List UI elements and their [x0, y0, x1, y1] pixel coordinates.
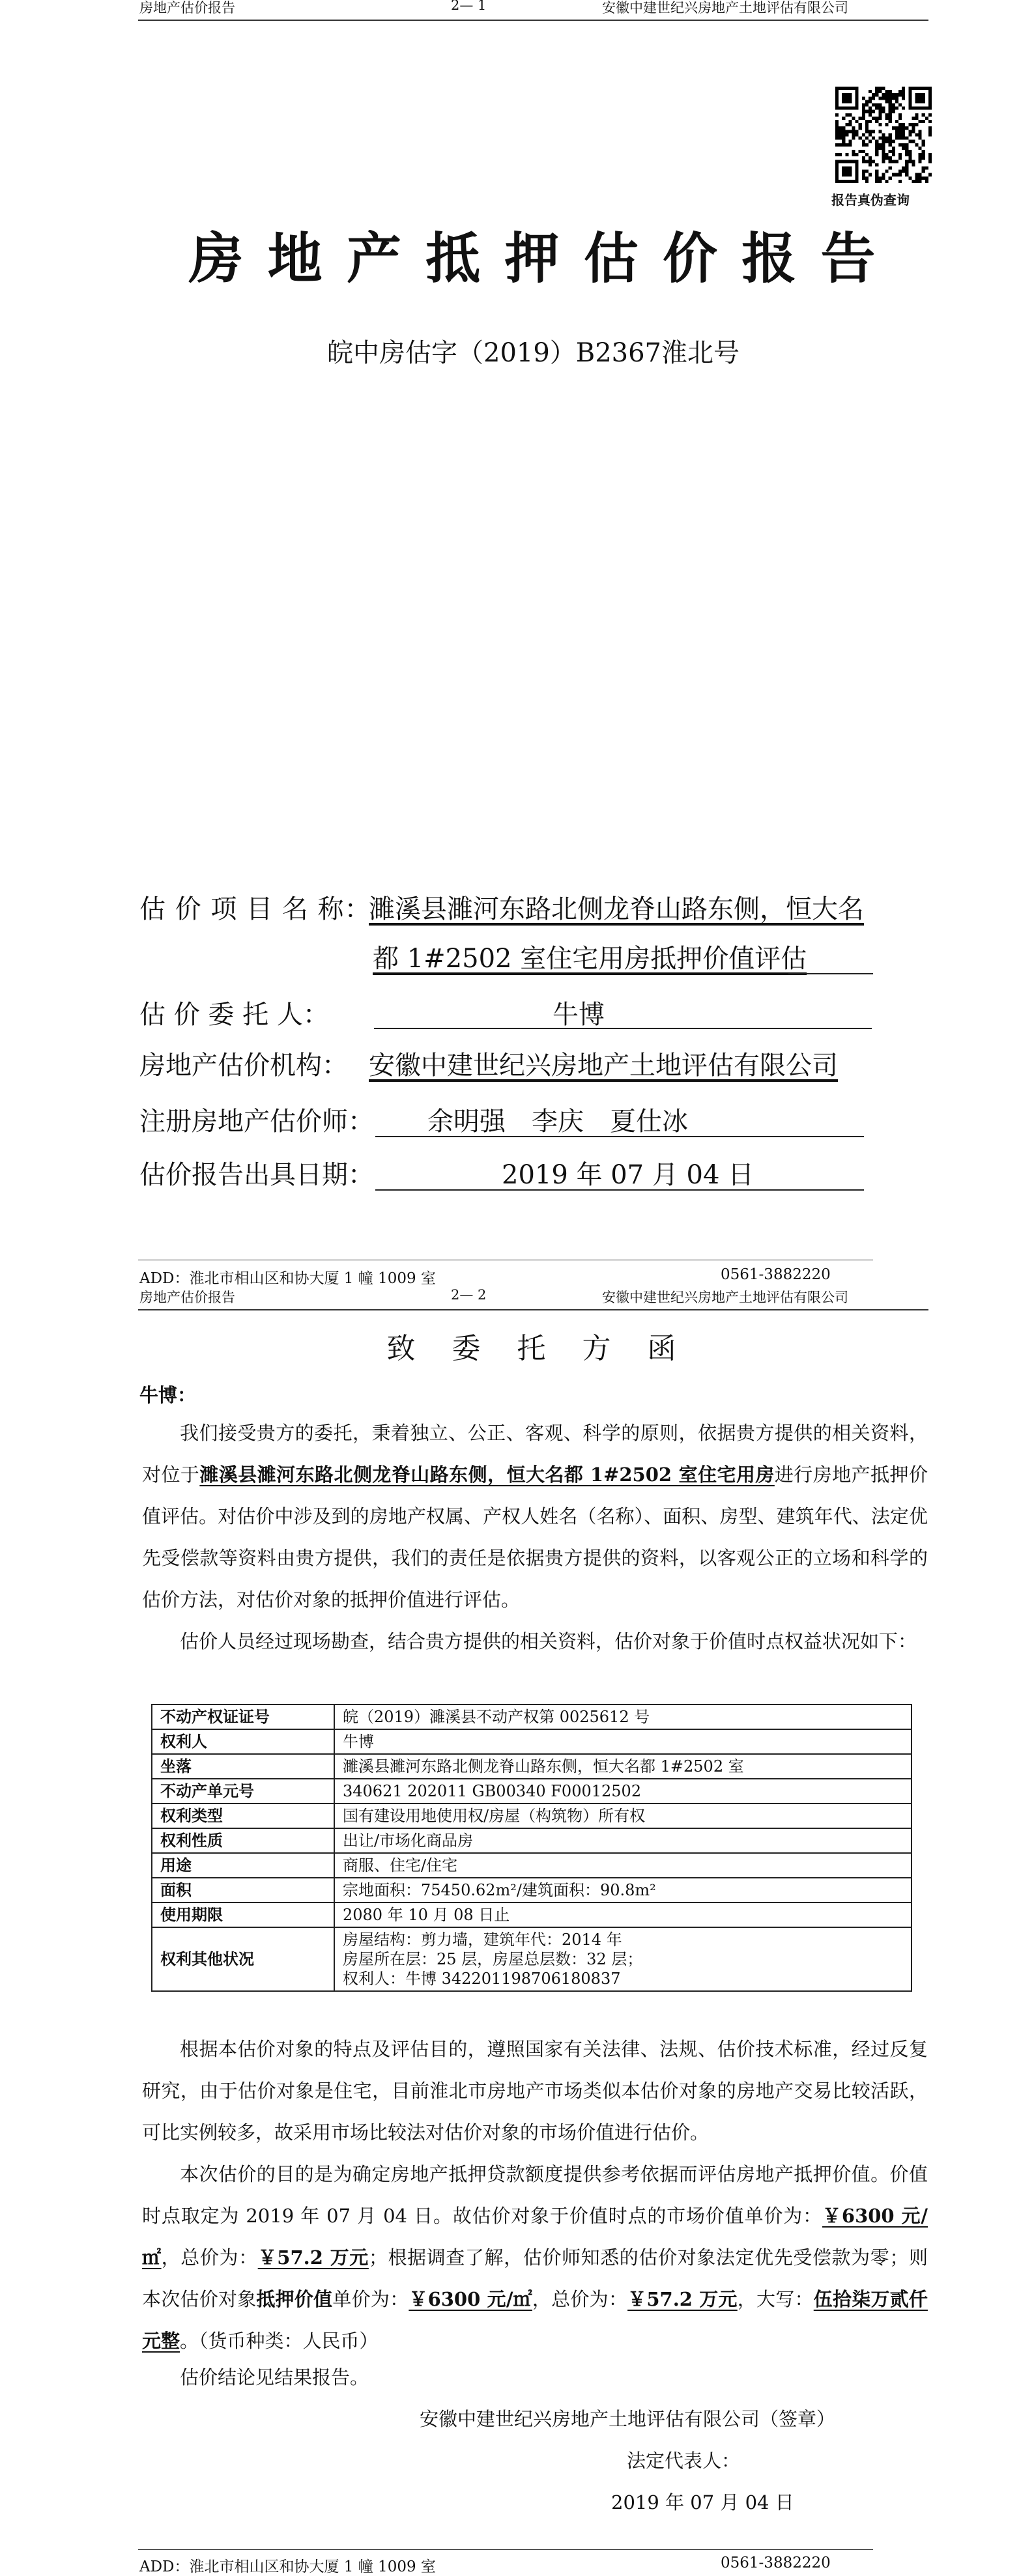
field-value: 牛博	[553, 1000, 605, 1030]
table-value: 2080 年 10 月 08 日止	[334, 1903, 912, 1927]
footer-address: ADD：淮北市相山区和协大厦 1 幢 1009 室	[139, 1270, 436, 1287]
header-rule	[138, 1309, 928, 1310]
market-total-price: ￥57.2 万元	[257, 2246, 369, 2269]
conclusion-text-b: ，总价为：	[161, 2246, 258, 2269]
letter-title: 致 委 托 方 函	[386, 1332, 680, 1365]
table-key: 用途	[152, 1853, 334, 1878]
table-key: 权利性质	[152, 1828, 334, 1853]
table-value-line: 房屋所在层：25 层，房屋总层数：32 层；	[343, 1950, 643, 1968]
footer-rule	[138, 2549, 873, 2550]
table-key: 面积	[152, 1878, 334, 1903]
table-value: 皖（2019）濉溪县不动产权第 0025612 号	[334, 1705, 912, 1729]
report-title: 房 地 产 抵 押 估 价 报 告	[188, 226, 878, 290]
market-unit-price: ￥6300 元/㎡	[142, 2205, 928, 2269]
table-row	[152, 1878, 912, 1903]
header-page-number: 2— 2	[451, 1287, 487, 1303]
field-value: 安徽中建世纪兴房地产土地评估有限公司	[369, 1051, 838, 1081]
field-label: 注册房地产估价师：	[139, 1107, 374, 1137]
conclusion-text-g: 。（货币种类：人民币）	[180, 2330, 379, 2352]
table-value-line: 权利人：牛博 342201198706180837	[343, 1970, 621, 1988]
property-info-table	[151, 1704, 912, 1992]
conclusion-text-e: ，总价为：	[532, 2288, 628, 2310]
header-rule	[138, 20, 928, 21]
field-value: 2019 年 07 月 04 日	[502, 1160, 754, 1190]
signature-date: 2019 年 07 月 04 日	[611, 2491, 794, 2513]
underline-fill	[788, 973, 873, 974]
footer-phone: 0561-3882220	[721, 2555, 831, 2571]
table-value: 濉溪县濉河东路北侧龙脊山路东侧，恒大名都 1#2502 室	[334, 1754, 912, 1779]
paragraph-conclusion	[142, 2153, 928, 2362]
table-row	[152, 1705, 912, 1729]
field-label: 估价报告出具日期：	[139, 1160, 374, 1190]
footer-phone: 0561-3882220	[721, 1266, 831, 1283]
property-address: 濉溪县濉河东路北侧龙脊山路东侧，恒大名都 1#2502 室住宅用房	[199, 1464, 775, 1486]
mortgage-value-label: 抵押价值	[256, 2288, 333, 2310]
table-key: 使用期限	[152, 1903, 334, 1927]
paragraph-survey: 估价人员经过现场勘查，结合贵方提供的相关资料，估价对象于价值时点权益状况如下：	[180, 1630, 917, 1652]
salutation: 牛博：	[139, 1384, 197, 1406]
conclusion-text-f: ，大写：	[737, 2288, 814, 2310]
table-row	[152, 1903, 912, 1927]
signature-company: 安徽中建世纪兴房地产土地评估有限公司（签章）	[420, 2408, 836, 2430]
intro-text-a: 我们接受贵方的委托，秉着独立、公正、客观、科学的原则，依据贵方提供的相关资料，对位于	[142, 1422, 928, 1486]
field-value: 濉溪县濉河东路北侧龙脊山路东侧，恒大名	[369, 894, 864, 924]
header-left: 房地产估价报告	[139, 1290, 235, 1305]
conclusion-text-a: 本次估价的目的是为确定房地产抵押贷款额度提供参考依据而评估房地产抵押价值。价值时点取定为 2019 年 07 月 04 日。故估价对象于价值时点的市场价值单价为：	[142, 2163, 928, 2227]
table-value	[334, 1927, 912, 1991]
underline-fill	[374, 1028, 872, 1029]
field-value: 余明强 李庆 夏仕冰	[427, 1107, 688, 1137]
table-value: 340621 202011 GB00340 F00012502	[334, 1779, 912, 1804]
table-key: 权利其他状况	[152, 1927, 334, 1991]
table-row	[152, 1754, 912, 1779]
report-number: 皖中房估字（2019）B2367淮北号	[327, 338, 740, 368]
table-row	[152, 1853, 912, 1878]
underline-fill	[375, 1136, 864, 1137]
conclusion-text-c: ；根据调查了解，估价师知悉的估价对象法定优先受偿款为零；则本次估价对象	[142, 2246, 928, 2310]
intro-text-c: 进行房地产抵押价值评估。对估价中涉及到的房地产权属、产权人姓名（名称）、面积、房型、建筑年代、法定优先受偿款等资料由贵方提供，我们的责任是依据贵方提供的资料，以客观公正的立场和科学的估价方法，对估价对象的抵押价值进行评估。	[142, 1464, 928, 1611]
signature-legal-rep: 法定代表人：	[627, 2450, 741, 2472]
paragraph-intro	[142, 1412, 928, 1621]
table-row	[152, 1729, 912, 1754]
table-row	[152, 1779, 912, 1804]
underline-fill	[375, 1189, 864, 1191]
table-row	[152, 1927, 912, 1991]
footer-address: ADD：淮北市相山区和协大厦 1 幢 1009 室	[139, 2558, 436, 2575]
table-row	[152, 1804, 912, 1828]
field-value-continued: 都 1#2502 室住宅用房抵押价值评估	[373, 944, 807, 974]
table-value: 出让/市场化商品房	[334, 1828, 912, 1853]
conclusion-text-d: 单价为：	[332, 2288, 409, 2310]
qr-caption: 报告真伪查询	[831, 192, 910, 208]
table-key: 不动产权证证号	[152, 1705, 334, 1729]
mortgage-unit-price: ￥6300 元/㎡	[409, 2288, 532, 2310]
paragraph-see-result: 估价结论见结果报告。	[180, 2366, 369, 2388]
field-label: 估 价 项 目 名 称：	[139, 894, 371, 924]
table-key: 坐落	[152, 1754, 334, 1779]
table-key: 权利人	[152, 1729, 334, 1754]
table-key: 权利类型	[152, 1804, 334, 1828]
table-key: 不动产单元号	[152, 1779, 334, 1804]
qr-code-icon	[835, 87, 932, 183]
table-value: 宗地面积：75450.62m²/建筑面积：90.8m²	[334, 1878, 912, 1903]
table-value-line: 房屋结构：剪力墙，建筑年代：2014 年	[343, 1931, 622, 1949]
header-right: 安徽中建世纪兴房地产土地评估有限公司	[602, 1290, 848, 1305]
table-value: 商服、住宅/住宅	[334, 1853, 912, 1878]
header-left: 房地产估价报告	[139, 0, 235, 16]
table-row	[152, 1828, 912, 1853]
field-label: 房地产估价机构：	[139, 1051, 348, 1081]
header-page-number: 2— 1	[451, 0, 487, 13]
paragraph-method: 根据本估价对象的特点及评估目的，遵照国家有关法律、法规、估价技术标准，经过反复研究，由于估价对象是住宅，目前淮北市房地产市场类似本估价对象的房地产交易比较活跃，可比实例较多，故采用市场比较法对估价对象的市场价值进行估价。	[142, 2038, 928, 2144]
table-value: 国有建设用地使用权/房屋（构筑物）所有权	[334, 1804, 912, 1828]
mortgage-total-price: ￥57.2 万元	[627, 2288, 738, 2310]
header-right: 安徽中建世纪兴房地产土地评估有限公司	[602, 0, 848, 16]
field-label: 估 价 委 托 人：	[139, 1000, 329, 1030]
amount-in-words: 伍拾柒万贰仟元整	[142, 2288, 928, 2352]
table-value: 牛博	[334, 1729, 912, 1754]
